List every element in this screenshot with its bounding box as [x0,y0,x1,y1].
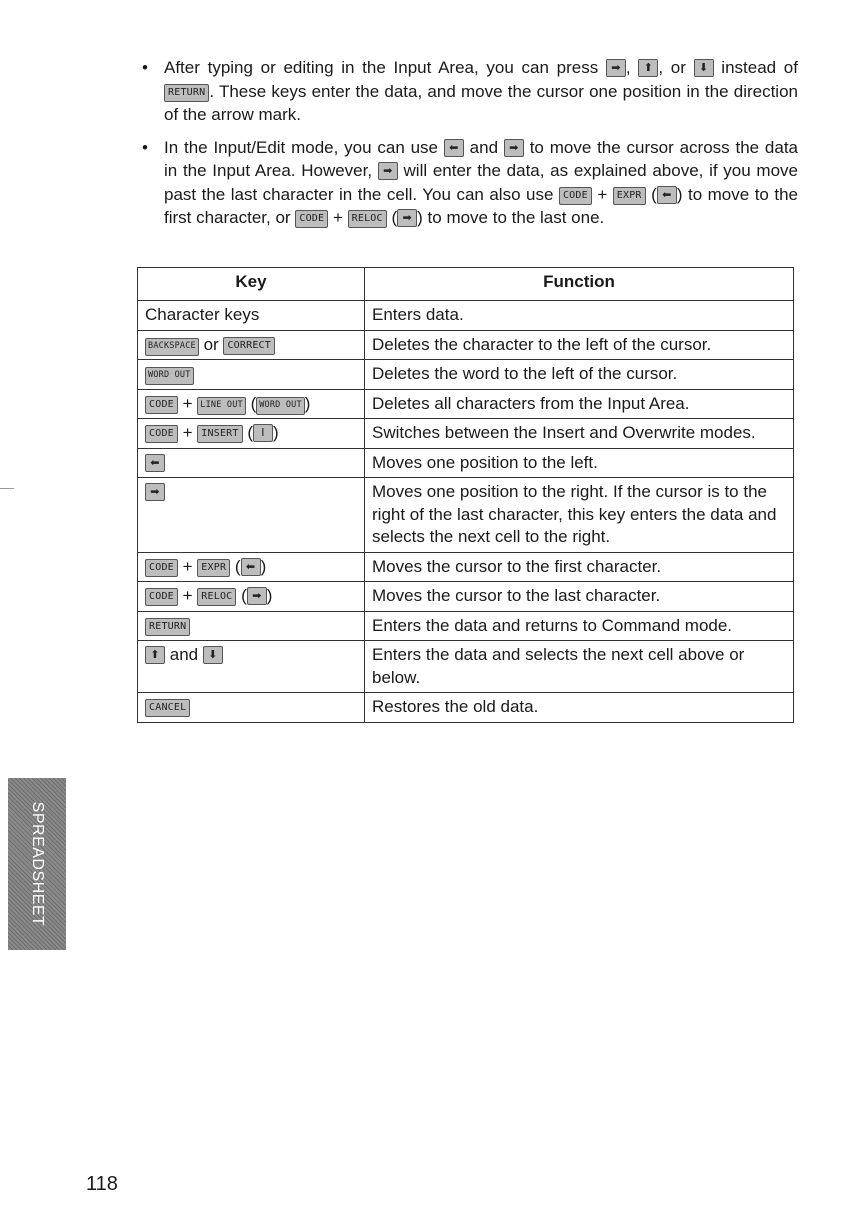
bullet-text: instead of [721,58,798,77]
code-key-icon: CODE [559,187,592,205]
right-arrow-key-icon: ➡ [247,587,267,605]
bullet-dot: • [142,58,148,77]
right-arrow-key-icon: ➡ [397,209,417,227]
function-cell: Enters the data and selects the next cell above or below. [365,641,794,693]
i-key-icon: I [253,424,273,442]
function-cell: Enters data. [365,301,794,331]
bullet-text: ( [651,184,657,204]
left-arrow-key-icon: ⬅ [444,139,464,157]
function-cell: Moves the cursor to the first character. [365,552,794,582]
plus-sign: + [182,423,193,442]
bullet-item-2 [140,136,798,230]
right-arrow-key-icon: ➡ [606,59,626,77]
page-number: 118 [86,1173,118,1195]
left-arrow-key-icon: ⬅ [145,454,165,472]
key-cell: CODE + INSERT ( I ) [138,419,365,449]
section-side-tab [8,778,66,950]
function-cell: Enters the data and returns to Command mode. [365,611,794,641]
code-key-icon: CODE [145,396,178,414]
bullet-text: . These keys enter the data, and move the cursor one position in the direction of the arrow mark. [164,81,798,124]
insert-key-icon: INSERT [197,425,242,443]
bullet-text: ) to move to the last one. [417,208,605,227]
function-cell: Restores the old data. [365,693,794,723]
function-cell: Deletes the word to the left of the cursor. [365,360,794,390]
key-cell [138,641,365,693]
code-key-icon: CODE [145,425,178,443]
key-text: and [169,645,199,664]
bullet-text: and [469,137,499,157]
table-row [138,611,794,641]
plus-sign: + [332,208,343,227]
side-tab-label: SPREADSHEET [29,801,46,927]
down-arrow-key-icon: ⬇ [203,646,223,664]
function-cell: Moves the cursor to the last character. [365,582,794,612]
table-row [138,693,794,723]
correct-key-icon: CORRECT [223,337,275,355]
bullet-item-1 [140,56,798,127]
line-out-key-icon: LINE OUT [197,397,246,415]
right-arrow-key-icon: ➡ [504,139,524,157]
function-cell: Switches between the Insert and Overwrite modes. [365,419,794,449]
function-cell: Moves one position to the left. [365,448,794,478]
word-out-key-icon: WORD OUT [145,367,194,385]
header-function: Function [365,268,794,301]
expr-key-icon: EXPR [197,559,230,577]
table-row [138,552,794,582]
table-row [138,330,794,360]
down-arrow-key-icon: ⬇ [694,59,714,77]
function-cell: Deletes the character to the left of the cursor. [365,330,794,360]
table-row [138,389,794,419]
bullet-list [140,56,798,239]
key-cell [138,330,365,360]
table-row [138,419,794,449]
word-out-key-icon: WORD OUT [256,397,305,415]
bullet-text: , [625,58,631,77]
margin-mark [0,488,14,489]
left-arrow-key-icon: ⬅ [241,558,261,576]
bullet-text: will enter the data, as explained above, if you move past the last character in the cell. You can also use [164,161,798,204]
key-cell: CODE + RELOC ( ➡ ) [138,582,365,612]
table-row [138,478,794,553]
bullet-dot: • [142,137,148,157]
key-cell [138,301,365,331]
plus-sign: + [597,184,608,204]
key-cell [138,693,365,723]
plus-sign: + [182,586,193,605]
plus-sign: + [182,393,193,413]
left-arrow-key-icon: ⬅ [657,186,677,204]
key-text: or [203,334,219,354]
code-key-icon: CODE [145,588,178,606]
table-header-row [138,268,794,301]
table-row [138,448,794,478]
up-arrow-key-icon: ⬆ [145,646,165,664]
expr-key-icon: EXPR [613,187,646,205]
right-arrow-key-icon: ➡ [378,162,398,180]
key-text: Character keys [145,305,260,324]
function-cell: Deletes all characters from the Input Area. [365,389,794,419]
backspace-key-icon: BACKSPACE [145,338,199,356]
key-cell [138,478,365,553]
key-cell: CODE + EXPR ( ⬅ ) [138,552,365,582]
bullet-text: ( [391,208,398,227]
plus-sign: + [182,556,193,576]
table-row [138,582,794,612]
code-key-icon: CODE [295,210,328,228]
bullet-text: After typing or editing in the Input Area, you can press [164,58,599,77]
key-cell [138,448,365,478]
key-cell [138,611,365,641]
reloc-key-icon: RELOC [197,588,236,606]
table-row [138,360,794,390]
bullet-text: In the Input/Edit mode, you can use [164,137,439,157]
key-cell: CODE + LINE OUT ( WORD OUT ) [138,389,365,419]
bullet-text: ) to move to the first character, or [164,184,798,227]
key-function-table [137,267,794,723]
right-arrow-key-icon: ➡ [145,483,165,501]
bullet-text: , or [658,58,686,77]
reloc-key-icon: RELOC [348,210,387,228]
cancel-key-icon: CANCEL [145,699,190,717]
header-key: Key [138,268,365,301]
up-arrow-key-icon: ⬆ [638,59,658,77]
table-row [138,641,794,693]
key-cell [138,360,365,390]
function-cell: Moves one position to the right. If the cursor is to the right of the last character, this key enters the data and selects the next cell to the right. [365,478,794,553]
code-key-icon: CODE [145,559,178,577]
table-row [138,301,794,331]
return-key-icon: RETURN [164,84,209,102]
return-key-icon: RETURN [145,618,190,636]
bullet-text: to move the cursor across the data in the Input Area. However, [164,137,798,180]
